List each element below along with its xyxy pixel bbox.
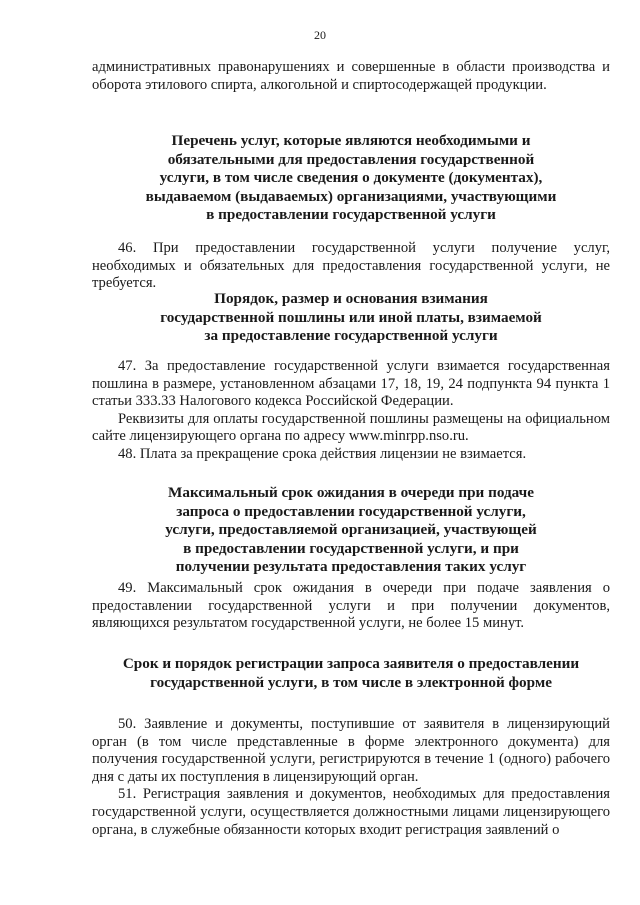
heading-line: в предоставлении государственной услуги [206,206,496,224]
paragraph-51: 51. Регистрация заявления и документов, необходимых для предоставления государственной услуги, осуществляется должностными лицами лицензирующего органа, в служебные обязанности которых входит регистрация заявлений о [92,786,610,838]
heading-line: услуги, предоставляемой организацией, участвующей [165,521,537,539]
heading-queue-time [92,484,610,577]
paragraph-intro: административных правонарушениях и совершенные в области производства и оборота этилового спирта, алкогольной и спиртосодержащей продукции. [92,59,610,93]
heading-registration [92,655,610,692]
page-number: 20 [314,28,326,42]
section-46 [92,240,610,293]
paragraph-46: 46. При предоставлении государственной услуги получение услуг, необходимых и обязательных для предоставления государственной услуги, не требуется. [92,240,610,292]
paragraph-47: 47. За предоставление государственной услуги взимается государственная пошлина в размере, установленном абзацами 17, 18, 19, 24 подпункта 94 пункта 1 статьи 333.33 Налогового кодекса Российской Федерации. [92,358,610,410]
heading-line: Срок и порядок регистрации запроса заявителя о предоставлении [122,655,580,672]
heading-line: в предоставлении государственной услуги, и при [183,539,519,557]
paragraph-49: 49. Максимальный срок ожидания в очереди при подаче заявления о предоставлении государственной услуги и при получении документов, являющихся результатом государственной услуги, не более 15 минут. [92,580,610,632]
heading-line: Перечень услуг, которые являются необходимыми и [171,132,531,149]
heading-line: Порядок, размер и основания взимания [214,290,488,307]
heading-state-duty [92,290,610,346]
heading-line: выдаваемом (выдаваемых) организациями, участвующими [145,187,557,205]
paragraph-47-requisites: Реквизиты для оплаты государственной пошлины размещены на официальном сайте лицензирующего органа по адресу www.minrpp.nso.ru. [92,410,610,445]
intro-paragraph [92,59,610,94]
heading-line: услуги, в том числе сведения о документе (документах), [159,169,543,187]
section-47-48 [92,358,610,464]
section-49 [92,580,610,633]
heading-line: за предоставление государственной услуги [204,327,498,345]
paragraph-48: 48. Плата за прекращение срока действия лицензии не взимается. [118,445,527,462]
heading-line: государственной пошлины или иной платы, взимаемой [160,308,542,326]
heading-line: получении результата предоставления таких услуг [175,558,527,576]
section-50-51 [92,716,610,839]
heading-line: Максимальный срок ожидания в очереди при подаче [168,484,534,501]
paragraph-50: 50. Заявление и документы, поступившие от заявителя в лицензирующий орган (в том числе представленные в форме электронного документа) для получения государственной услуги, регистрируются в течение 1 (одного) рабочего дня с даты их поступления в лицензирующий орган. [92,716,610,785]
heading-line: запроса о предоставлении государственной услуги, [176,502,526,520]
heading-line: государственной услуги, в том числе в электронной форме [150,673,552,691]
heading-line: обязательными для предоставления государственной [167,150,535,168]
heading-required-services [92,132,610,225]
